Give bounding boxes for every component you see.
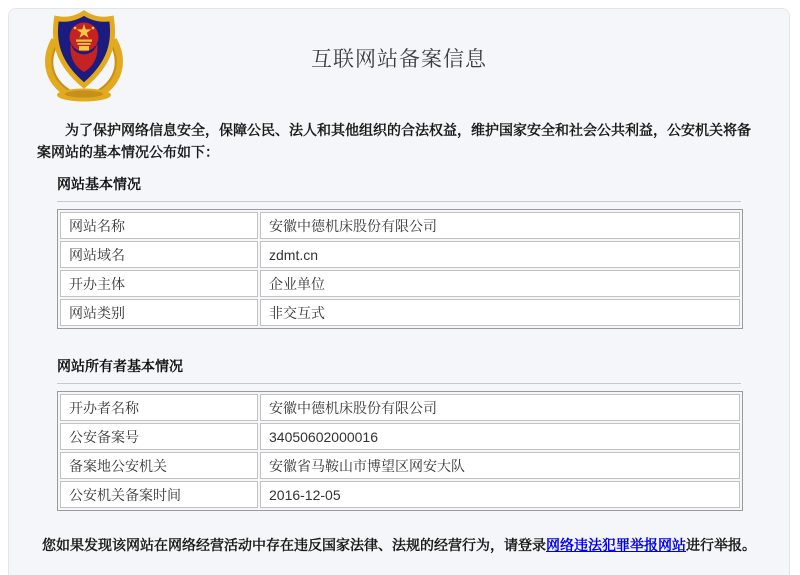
section-heading-website-basic: 网站基本情况 [57, 176, 141, 192]
row-label: 备案地公安机关 [60, 452, 258, 479]
row-label: 公安备案号 [60, 423, 258, 450]
report-notice-text-before: 您如果发现该网站在网络经营活动中存在违反国家法律、法规的经营行为，请登录 [42, 537, 546, 553]
row-value: 安徽中德机床股份有限公司 [260, 394, 740, 421]
row-label: 开办者名称 [60, 394, 258, 421]
row-label: 网站域名 [60, 241, 258, 268]
row-value: 2016-12-05 [260, 481, 740, 508]
row-value: 34050602000016 [260, 423, 740, 450]
table-row [60, 481, 740, 508]
section-website-basic [9, 175, 789, 329]
row-label: 网站类别 [60, 299, 258, 326]
table-row [60, 212, 740, 239]
table-row [60, 394, 740, 421]
table-row [60, 452, 740, 479]
row-label: 网站名称 [60, 212, 258, 239]
section-heading-website-owner: 网站所有者基本情况 [57, 358, 183, 374]
row-value: 非交互式 [260, 299, 740, 326]
website-owner-table [57, 391, 743, 511]
section-website-owner [9, 357, 789, 511]
section-divider [57, 383, 741, 384]
table-row [60, 299, 740, 326]
section-divider [57, 201, 741, 202]
intro-paragraph: 为了保护网络信息安全，保障公民、法人和其他组织的合法权益，维护国家安全和社会公共利益，公安机关将备案网站的基本情况公布如下： [37, 122, 751, 160]
report-notice [39, 535, 759, 555]
table-row [60, 270, 740, 297]
table-row [60, 241, 740, 268]
row-value: 安徽省马鞍山市博望区网安大队 [260, 452, 740, 479]
page-title: 互联网站备案信息 [311, 48, 487, 71]
row-label: 开办主体 [60, 270, 258, 297]
table-row [60, 423, 740, 450]
website-basic-table [57, 209, 743, 329]
report-notice-text-after: 进行举报。 [686, 537, 756, 553]
row-value: zdmt.cn [260, 241, 740, 268]
police-badge-icon [43, 10, 125, 102]
row-value: 安徽中德机床股份有限公司 [260, 212, 740, 239]
report-site-link[interactable]: 网络违法犯罪举报网站 [546, 537, 686, 553]
row-value: 企业单位 [260, 270, 740, 297]
beian-info-card [8, 8, 790, 575]
row-label: 公安机关备案时间 [60, 481, 258, 508]
